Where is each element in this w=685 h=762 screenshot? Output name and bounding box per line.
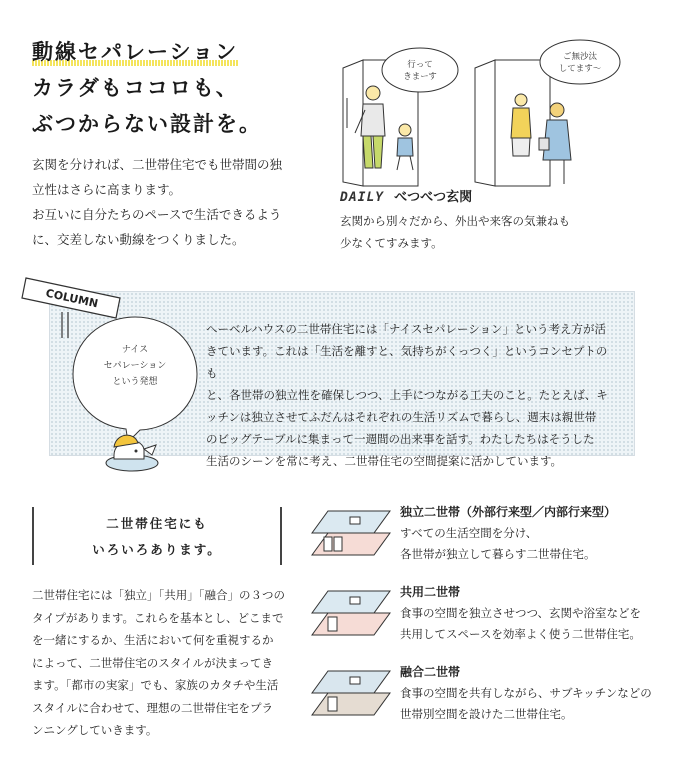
type-title: 共用二世帯 [400,585,461,599]
column-line: と、各世帯の独立性を確保しつつ、上手につながる工夫のこと。たとえば、キ [206,388,608,402]
type-title: 独立二世帯（外部行来型／内部行来型） [400,505,617,519]
types-desc-line: タイプがあります。これらを基本とし、どこまで [32,610,284,625]
merged-house-icon [310,663,395,725]
speech-bubble-left [382,48,458,92]
speech-bubble-right [540,40,620,84]
types-heading-line-1: 二世帯住宅にも [106,516,208,531]
types-desc-line: 二世帯住宅には「独立」「共用」「融合」の３つの [32,588,285,602]
type-title: 融合二世帯 [400,665,461,679]
type-desc-line: 食事の空間を独立させつつ、玄関や浴室などを [400,606,642,620]
column-bubble-text [85,342,185,390]
type-desc-line: 世帯別空間を設けた二世帯住宅。 [400,707,573,721]
bubble-right-line-1: ご無沙汰 [562,52,598,62]
bubble-left-line-1: 行って [407,60,433,70]
shared-house-icon [310,583,395,645]
daily-tag: DAILY [340,190,385,205]
type-desc-line: 食事の空間を共有しながら、サブキッチンなどの [400,686,652,700]
intro-line: 玄関を分ければ、二世帯住宅でも世帯間の独 [32,157,283,172]
independent-house-icon [310,503,395,565]
column-line: 生活のシーンを常に考え、二世帯住宅の空間提案に活かしています。 [206,454,563,468]
type-desc-line: 各世帯が独立して暮らす二世帯住宅。 [400,547,596,561]
lower-floor [312,613,390,635]
bubble-line: という発想 [112,377,158,387]
types-heading [32,507,282,565]
type-description [400,603,680,645]
intro-line: お互いに自分たちのペースで生活できるよう [32,207,282,222]
intro-line: 立性はさらに高まります。 [32,182,182,197]
bubble-left-line-2: きまーす [403,72,437,82]
types-desc-line: ます。「都市の実家」でも、家族のカタチや生活 [32,678,279,692]
daily-heading: べつべつ玄関 [394,190,473,205]
column-line: のビッグテーブルに集まって一週間の出来事を話す。わたしたちはそうした [206,432,595,446]
column-line: きています。これは「生活を離すと、気持ちがくっつく」というコンセプトのも [206,344,608,380]
headline [32,34,332,142]
type-description [400,683,680,725]
mascot-icon [100,425,170,475]
type-independent [310,503,680,579]
intro-line: に、交差しない動線をつくりました。 [32,232,245,247]
types-desc-line: スタイルに合わせて、理想の二世帯住宅をプラ [32,700,274,715]
separate-entrances-illustration [335,38,675,188]
type-merged [310,663,680,739]
column-line: ッチンは独立させてふだんはそれぞれの生活リズムで暮らし、週末は親世帯 [206,410,597,424]
daily-line: 玄関から別々だから、外出や来客の気兼ねも [340,214,570,228]
bubble-line: ナイス [121,345,149,355]
bubble-right-line-2: してます〜 [558,64,602,74]
headline-line-3: ぶつからない設計を。 [32,112,262,136]
types-desc-line: ンニングしていきます。 [32,723,158,737]
column-text [206,318,618,472]
lower-floor [312,693,390,715]
headline-line-1: 動線セパレーション [32,40,239,64]
headline-line-2: カラダもココロも、 [32,76,239,100]
daily-line: 少なくてすみます。 [340,236,443,250]
bubble-line: セパレーション [103,361,167,371]
intro-paragraph [32,152,332,252]
column-line: へーベルハウスの二世帯住宅には「ナイスセパレーション」という考え方が活 [206,322,606,336]
daily-title [340,186,472,205]
daily-description [340,210,670,254]
type-shared [310,583,680,659]
types-desc-line: を一緒にするか、生活において何を重視するか [32,633,274,647]
column-sign-label: COLUMN [44,286,100,311]
type-desc-line: 共用してスペースを効率よく使う二世帯住宅。 [400,627,641,641]
types-description [32,584,287,742]
type-description [400,523,680,565]
types-desc-line: によって、二世帯住宅のスタイルが決まってき [32,655,274,670]
types-heading-line-2: いろいろあります。 [92,542,222,557]
type-desc-line: すべての生活空間を分け、 [400,526,538,540]
